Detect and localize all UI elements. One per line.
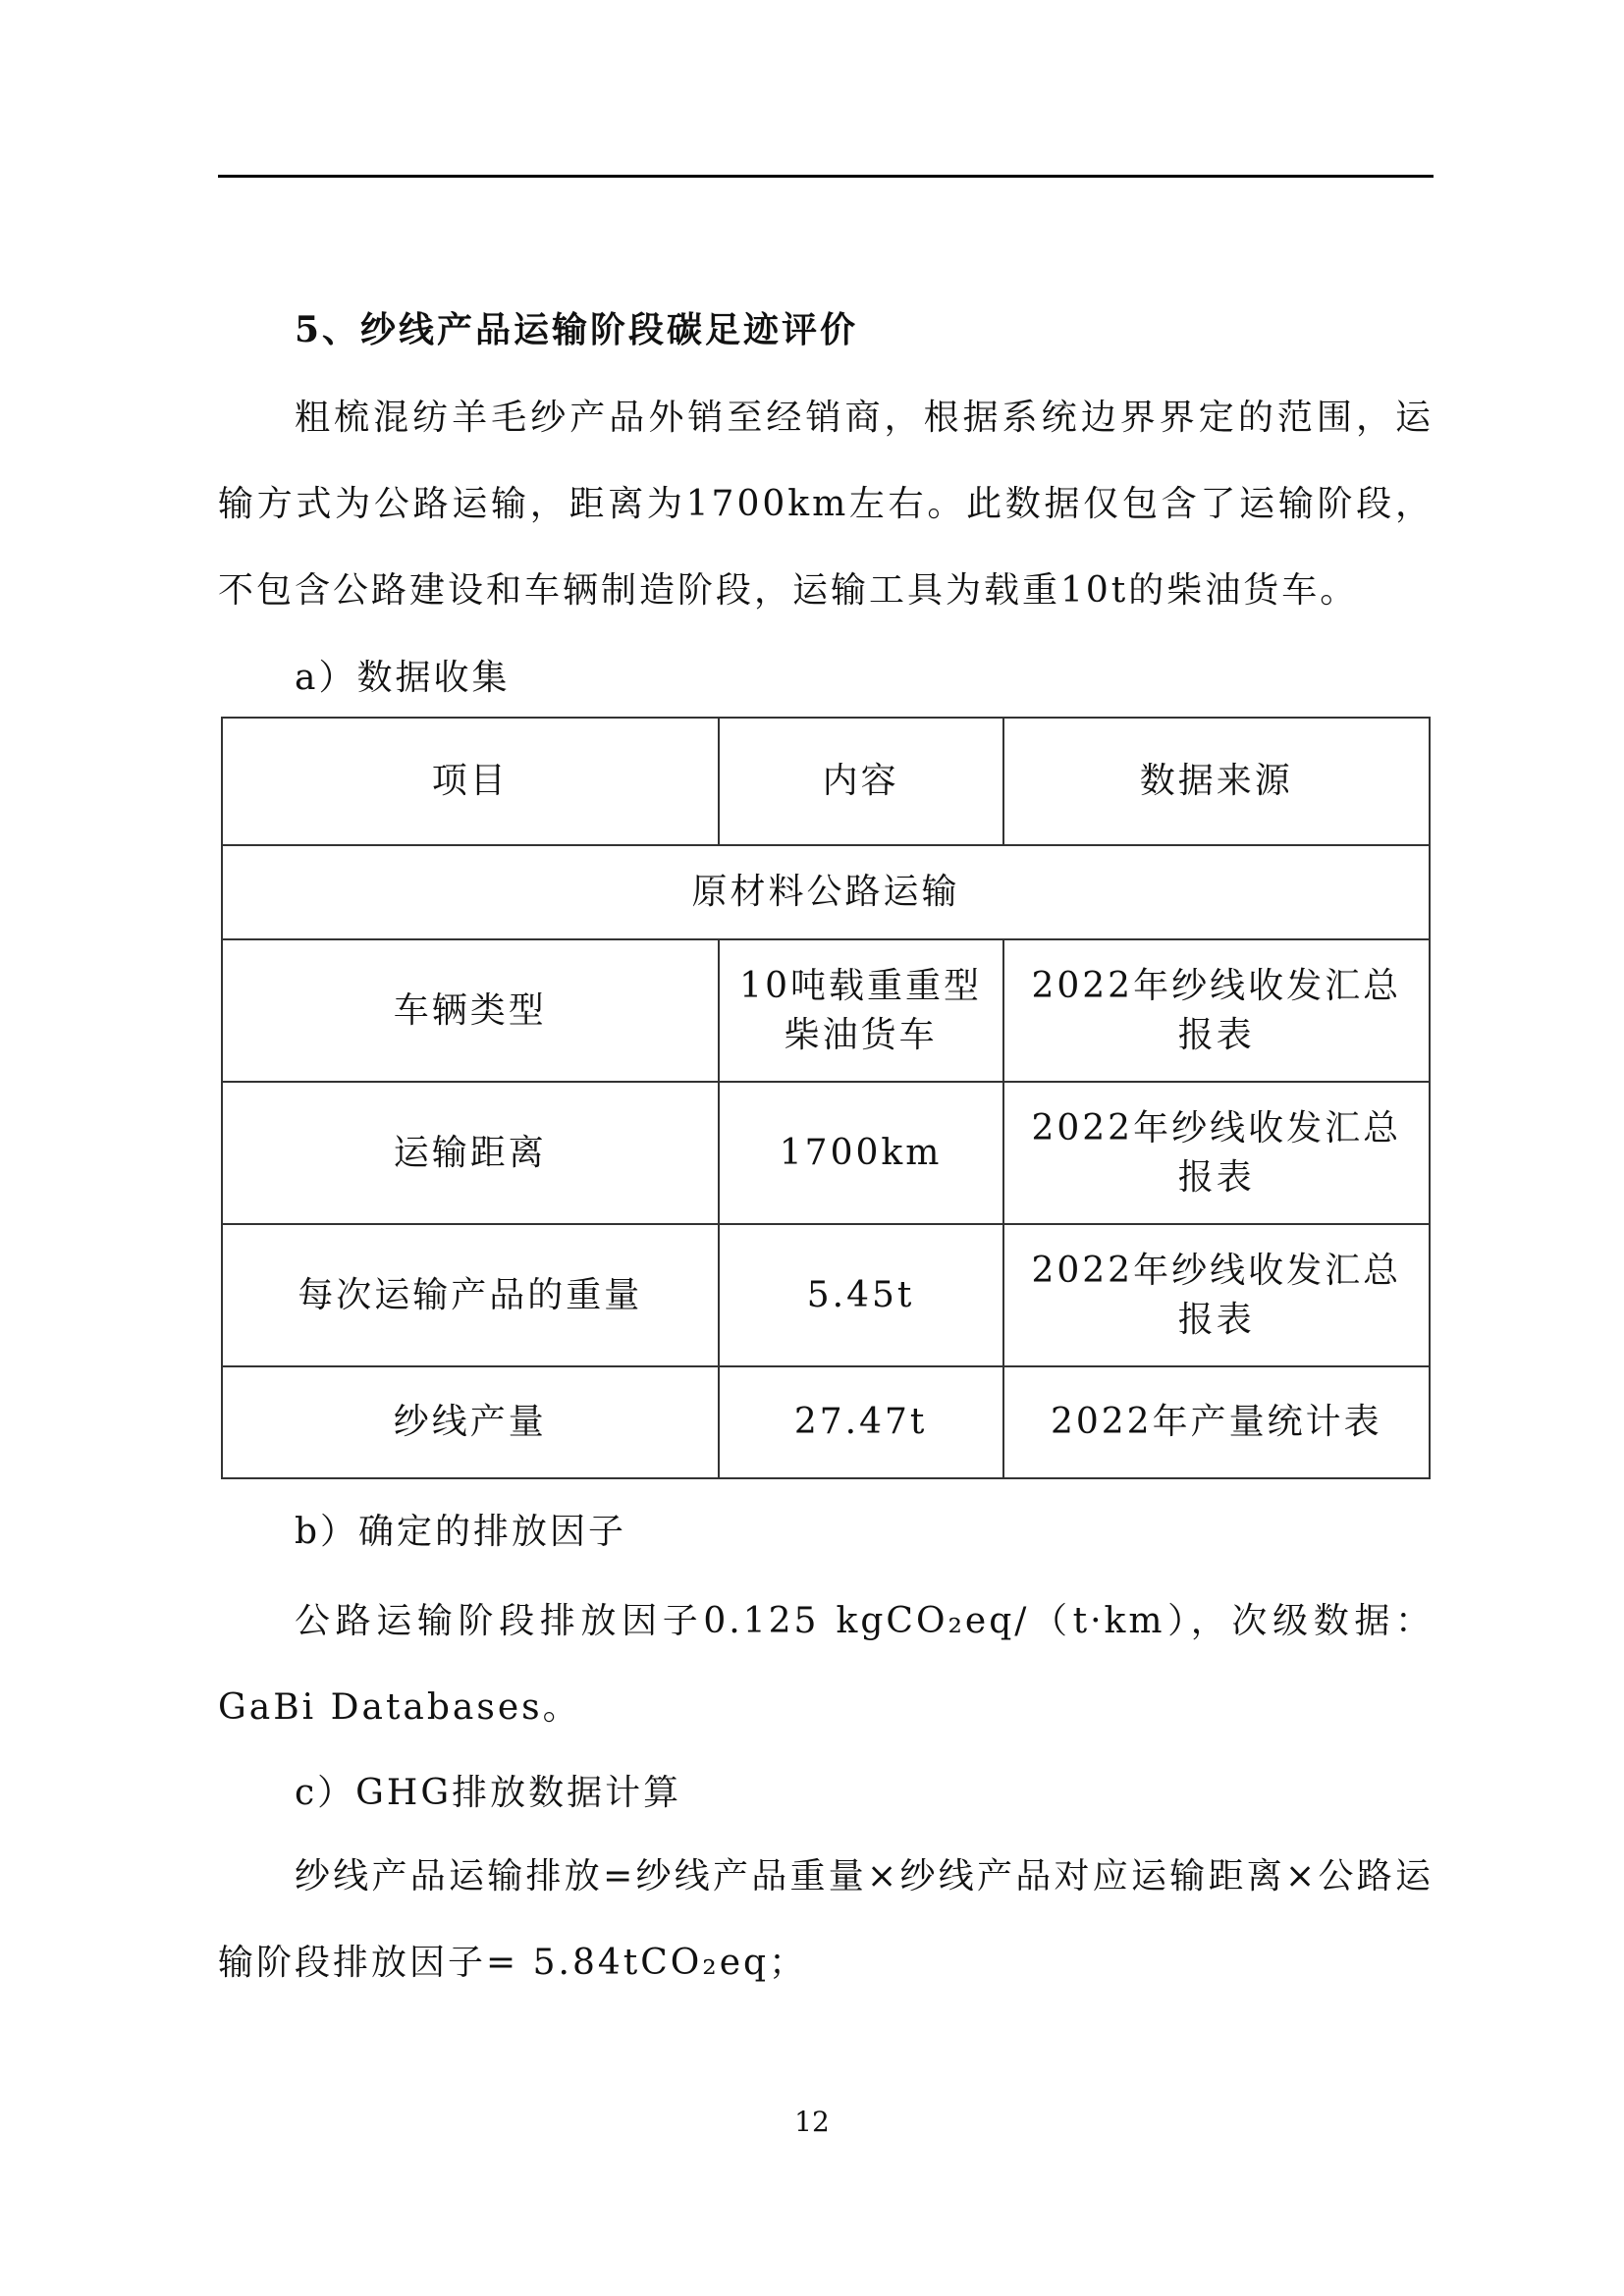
table-row: [222, 1082, 1430, 1224]
table-row: [222, 939, 1430, 1082]
table-header-row: [222, 718, 1430, 845]
subheading-data-collection: a）数据收集: [295, 658, 511, 698]
table-cell-source: 2022年纱线收发汇总报表: [1003, 1224, 1430, 1366]
table-cell-source: 2022年纱线收发汇总报表: [1003, 939, 1430, 1082]
table-cell-content: 27.47t: [719, 1366, 1003, 1478]
table-cell-source: 2022年纱线收发汇总报表: [1003, 1082, 1430, 1224]
table-cell-content: 10吨载重重型柴油货车: [719, 939, 1003, 1082]
page-number: 12: [794, 2106, 830, 2138]
table-cell-item: 车辆类型: [222, 939, 719, 1082]
paragraph-transport-description: 粗梳混纺羊毛纱产品外销至经销商，根据系统边界界定的范围，运输方式为公路运输，距离为1700km左右。此数据仅包含了运输阶段，不包含公路建设和车辆制造阶段，运输工具为载重10t的柴油货车。: [218, 398, 1434, 611]
table-row: [222, 1366, 1430, 1478]
table-header-source: 数据来源: [1003, 718, 1430, 845]
table-header-item: 项目: [222, 718, 719, 845]
table-cell-item: 每次运输产品的重量: [222, 1224, 719, 1366]
subheading-emission-factor: b）确定的排放因子: [295, 1512, 627, 1552]
paragraph-emission-factor: 公路运输阶段排放因子0.125 kgCO₂eq/（t·km），次级数据：GaBi Databases。: [218, 1601, 1434, 1728]
table-group-label: 原材料公路运输: [222, 845, 1430, 939]
table-cell-source: 2022年产量统计表: [1003, 1366, 1430, 1478]
subheading-ghg-calculation: c）GHG排放数据计算: [295, 1773, 682, 1813]
data-collection-table: [221, 717, 1431, 1479]
header-rule: [218, 175, 1434, 178]
paragraph-ghg-formula: 纱线产品运输排放=纱线产品重量×纱线产品对应运输距离×公路运输阶段排放因子= 5.84tCO₂eq；: [218, 1856, 1434, 1983]
table-row: [222, 1224, 1430, 1366]
section-heading: 5、纱线产品运输阶段碳足迹评价: [295, 309, 859, 350]
table-group-row: [222, 845, 1430, 939]
table-cell-item: 运输距离: [222, 1082, 719, 1224]
table-cell-content: 1700km: [719, 1082, 1003, 1224]
table-cell-content: 5.45t: [719, 1224, 1003, 1366]
table-cell-item: 纱线产量: [222, 1366, 719, 1478]
table-header-content: 内容: [719, 718, 1003, 845]
